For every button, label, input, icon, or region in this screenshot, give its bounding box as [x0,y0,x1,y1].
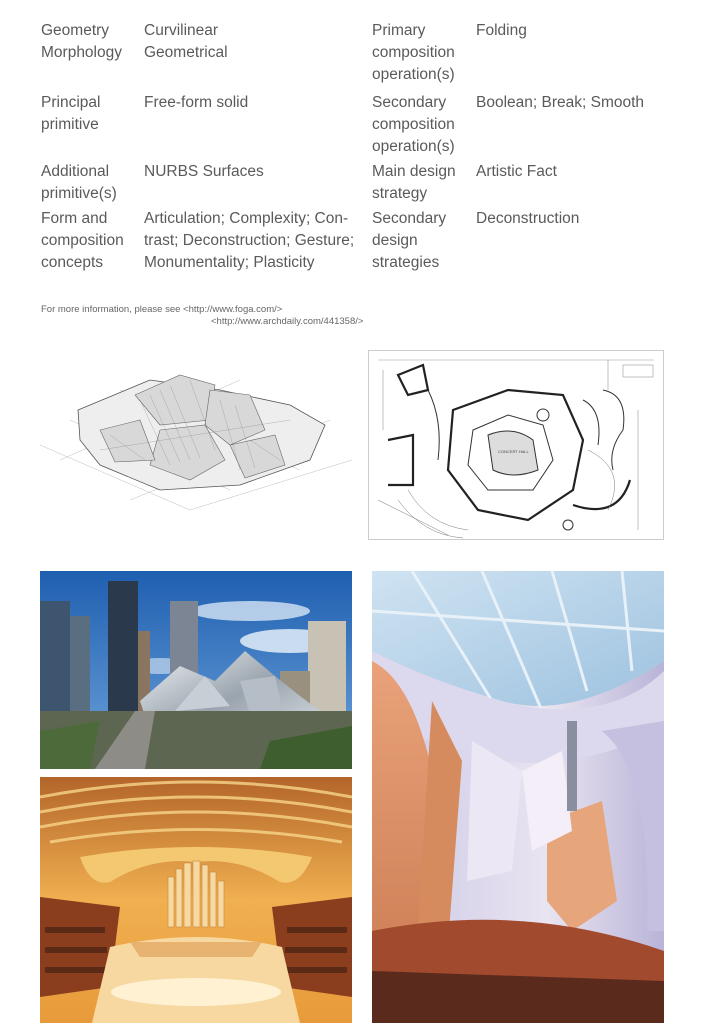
label-secondary-strategies: Secondary design strategies [372,210,447,271]
value-additional-primitive: NURBS Surfaces [144,163,264,180]
exterior-photo [40,571,352,769]
label-primary-operation: Primary composition operation(s) [372,22,455,83]
label-form-concepts: Form and composition concepts [41,210,124,271]
label-main-strategy: Main design strategy [372,163,456,202]
value-secondary-operation: Boolean; Break; Smooth [476,94,645,111]
concert-hall-photo [40,777,352,1023]
label-geometry-morphology: Geometry Morphology [41,22,122,61]
floor-plan-drawing [368,350,664,540]
axonometric-drawing [40,350,352,515]
value-primary-operation: Folding [476,22,527,39]
value-geometry-morphology: Curvilinear Geometrical [144,22,228,61]
label-secondary-operation: Secondary composition operation(s) [372,94,455,155]
reference-archdaily: <http://www.archdaily.com/441358/> [211,316,364,327]
plan-hall-label: CONCERT HALL [498,449,529,454]
interior-atrium-photo [372,571,664,1023]
references [41,304,363,328]
label-principal-primitive: Principal primitive [41,94,101,133]
value-principal-primitive: Free-form solid [144,94,249,111]
reference-foga: For more information, please see <http://www.foga.com/> [41,304,283,315]
value-form-concepts: Articulation; Complexity; Con- trast; Deconstruction; Gesture; Monumentality; Plasticity [144,210,355,271]
value-secondary-strategies: Deconstruction [476,210,580,227]
label-additional-primitive: Additional primitive(s) [41,163,117,202]
value-main-strategy: Artistic Fact [476,163,557,180]
